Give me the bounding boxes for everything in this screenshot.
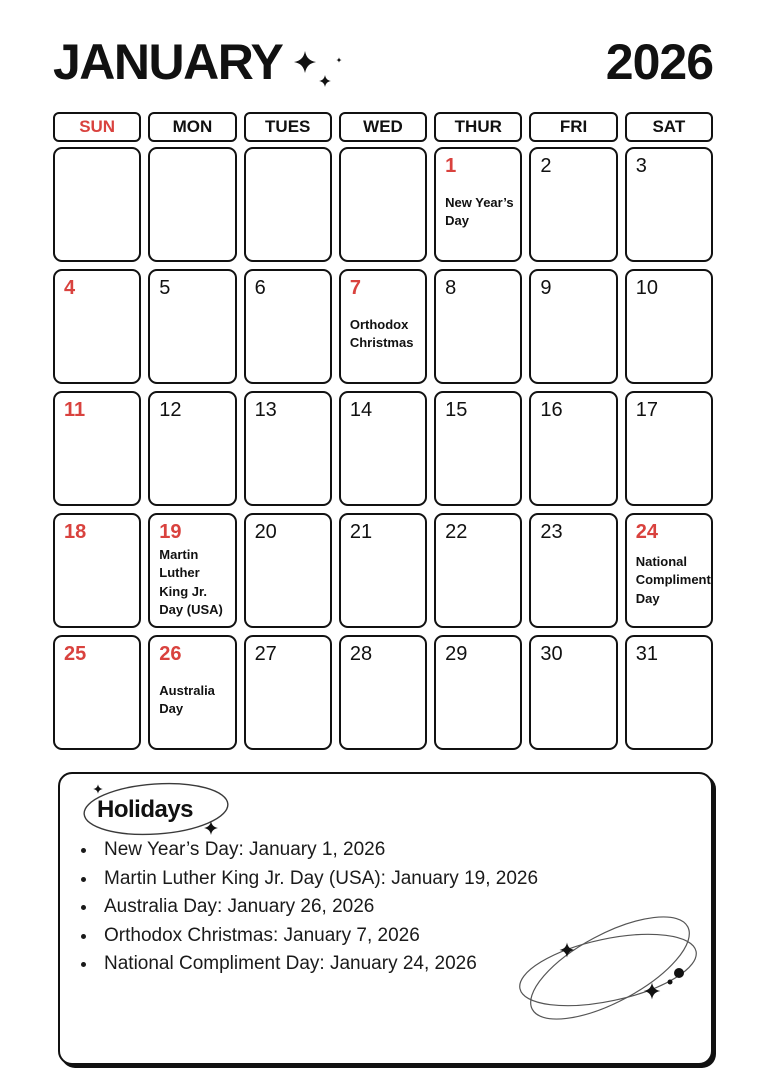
day-cell-5	[148, 269, 236, 384]
day-number: 23	[540, 521, 563, 543]
day-number: 19	[159, 521, 182, 543]
day-cell-15	[434, 391, 522, 506]
day-number: 18	[64, 521, 87, 543]
day-header-tues: TUES	[244, 112, 332, 142]
day-number: 13	[254, 399, 277, 421]
day-header-mon: MON	[148, 112, 236, 142]
day-number: 25	[64, 643, 87, 665]
day-cell-19	[148, 513, 236, 628]
day-cell-26	[148, 635, 236, 750]
day-cell-6	[244, 269, 332, 384]
holiday-list-item: • Martin Luther King Jr. Day (USA): January 19, 2026	[98, 865, 538, 894]
title-row	[53, 34, 713, 92]
day-cell-28	[339, 635, 427, 750]
day-cell-14	[339, 391, 427, 506]
holiday-list	[79, 836, 538, 979]
day-cell-11	[53, 391, 141, 506]
day-number: 7	[349, 277, 361, 299]
day-number: 17	[635, 399, 658, 421]
day-number: 21	[349, 521, 373, 543]
day-number: 26	[159, 643, 182, 665]
day-number: 15	[445, 399, 468, 421]
holiday-label: Martin Luther King Jr. Day (USA)	[159, 547, 223, 618]
day-header-thur: THUR	[434, 112, 522, 142]
day-number: 2	[540, 155, 552, 177]
day-number: 4	[64, 277, 76, 299]
day-cell-18	[53, 513, 141, 628]
day-cell-4	[53, 269, 141, 384]
holiday-label: National Compliment Day	[635, 554, 711, 606]
day-number: 3	[635, 155, 647, 177]
day-cell-27	[244, 635, 332, 750]
holiday-list-item: • New Year’s Day: January 1, 2026	[98, 836, 538, 865]
holiday-list-item: • National Compliment Day: January 24, 2026	[98, 950, 538, 979]
day-number: 24	[635, 521, 658, 543]
day-number: 16	[540, 399, 563, 421]
year-title: 2026	[605, 34, 713, 90]
day-header-row	[53, 112, 713, 142]
day-number: 27	[254, 643, 277, 665]
day-cell-8	[434, 269, 522, 384]
day-cell-31	[625, 635, 713, 750]
day-cell-24	[625, 513, 713, 628]
day-number: 22	[445, 521, 468, 543]
day-number: 8	[445, 277, 457, 299]
day-cell-empty	[53, 147, 141, 262]
holiday-list-item: • Orthodox Christmas: January 7, 2026	[98, 922, 538, 951]
day-header-sun: SUN	[53, 112, 141, 142]
day-header-wed: WED	[339, 112, 427, 142]
holiday-label: Orthodox Christmas	[349, 317, 414, 351]
day-cell-21	[339, 513, 427, 628]
day-cell-2	[529, 147, 617, 262]
holiday-label: New Year’s Day	[445, 195, 514, 229]
day-number: 1	[445, 155, 457, 177]
day-header-fri: FRI	[529, 112, 617, 142]
day-cell-12	[148, 391, 236, 506]
day-cell-3	[625, 147, 713, 262]
day-number: 5	[159, 277, 171, 299]
sparkle-stars-icon	[291, 36, 351, 92]
day-number: 14	[349, 399, 373, 421]
day-number: 11	[64, 399, 86, 421]
day-number: 6	[254, 277, 266, 299]
day-header-sat: SAT	[625, 112, 713, 142]
day-cell-empty	[339, 147, 427, 262]
day-number: 29	[445, 643, 468, 665]
day-cell-29	[434, 635, 522, 750]
day-cell-9	[529, 269, 617, 384]
day-cell-10	[625, 269, 713, 384]
day-number: 9	[540, 277, 552, 299]
day-number: 28	[349, 643, 373, 665]
day-cell-16	[529, 391, 617, 506]
holidays-heading: Holidays	[97, 796, 194, 823]
holiday-label: Australia Day	[159, 683, 215, 717]
day-cell-30	[529, 635, 617, 750]
day-number: 10	[635, 277, 658, 299]
day-cell-1	[434, 147, 522, 262]
month-title: JANUARY	[53, 34, 283, 90]
day-number: 20	[254, 521, 277, 543]
holidays-panel	[58, 772, 713, 1065]
calendar-grid	[53, 147, 713, 750]
day-cell-7	[339, 269, 427, 384]
orbit-ellipses-with-sparkles-icon	[510, 890, 705, 1045]
day-cell-22	[434, 513, 522, 628]
day-cell-23	[529, 513, 617, 628]
day-cell-20	[244, 513, 332, 628]
day-cell-25	[53, 635, 141, 750]
day-cell-empty	[244, 147, 332, 262]
holiday-list-item: • Australia Day: January 26, 2026	[98, 893, 538, 922]
day-cell-13	[244, 391, 332, 506]
day-cell-17	[625, 391, 713, 506]
day-number: 30	[540, 643, 563, 665]
day-number: 12	[159, 399, 182, 421]
day-number: 31	[635, 643, 658, 665]
day-cell-empty	[148, 147, 236, 262]
